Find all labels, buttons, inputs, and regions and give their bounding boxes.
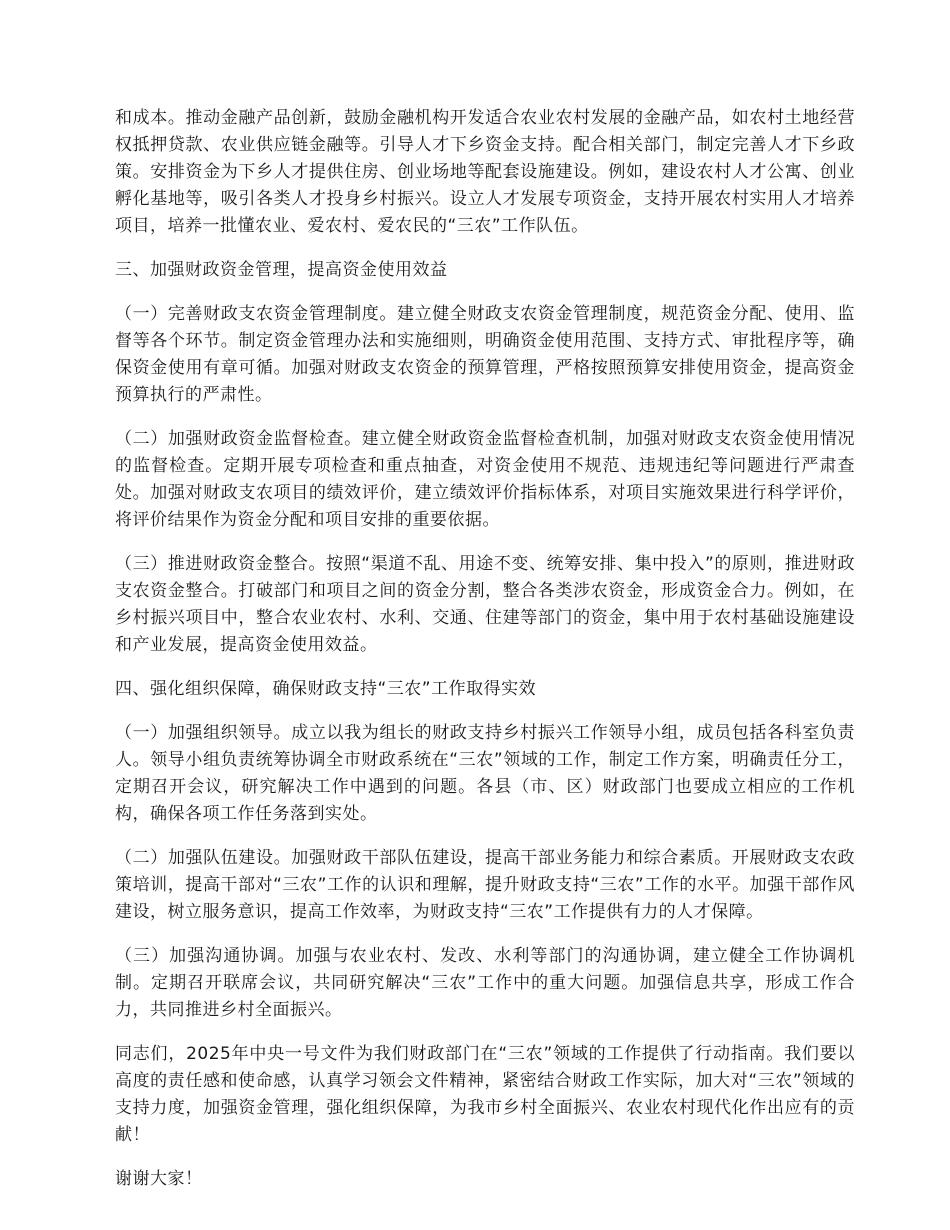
paragraph-4-1: （一）加强组织领导。成立以我为组长的财政支持乡村振兴工作领导小组，成员包括各科室负责人。领导小组负责统筹协调全市财政系统在“三农”领域的工作，制定工作方案，明确责任分工，定期召开会议，研究解决工作中遇到的问题。各县（市、区）财政部门也要成立相应的工作机构，确保各项工作任务落到实处。 <box>115 723 855 824</box>
paragraph-closing: 同志们，2025年中央一号文件为我们财政部门在“三农”领域的工作提供了行动指南。我们要以高度的责任感和使命感，认真学习领会文件精神，紧密结合财政工作实际，加大对“三农”领域的支持力度，加强资金管理，强化组织保障，为我市乡村全面振兴、农业农村现代化作出应有的贡献！ <box>115 1044 855 1145</box>
paragraph-4-2: （二）加强队伍建设。加强财政干部队伍建设，提高干部业务能力和综合素质。开展财政支农政策培训，提高干部对“三农”工作的认识和理解，提升财政支持“三农”工作的水平。加强干部作风建设，树立服务意识，提高工作效率，为财政支持“三农”工作提供有力的人才保障。 <box>115 848 855 922</box>
paragraph-3-1: （一）完善财政支农资金管理制度。建立健全财政支农资金管理制度，规范资金分配、使用、监督等各个环节。制定资金管理办法和实施细则，明确资金使用范围、支持方式、审批程序等，确保资金使用有章可循。加强对财政支农资金的预算管理，严格按照预算安排使用资金，提高资金预算执行的严肃性。 <box>115 304 855 405</box>
section-heading-4: 四、强化组织保障，确保财政支持“三农”工作取得实效 <box>115 679 537 699</box>
paragraph-thanks: 谢谢大家！ <box>115 1169 203 1189</box>
paragraph-4-3: （三）加强沟通协调。加强与农业农村、发改、水利等部门的沟通协调，建立健全工作协调机制。定期召开联席会议，共同研究解决“三农”工作中的重大问题。加强信息共享，形成工作合力，共同推进乡村全面振兴。 <box>115 946 855 1020</box>
paragraph-3-3: （三）推进财政资金整合。按照“渠道不乱、用途不变、统筹安排、集中投入”的原则，推进财政支农资金整合。打破部门和项目之间的资金分割，整合各类涉农资金，形成资金合力。例如，在乡村振兴项目中，整合农业农村、水利、交通、住建等部门的资金，集中用于农村基础设施建设和产业发展，提高资金使用效益。 <box>115 554 855 655</box>
section-heading-3: 三、加强财政资金管理，提高资金使用效益 <box>115 260 448 280</box>
paragraph-3-2: （二）加强财政资金监督检查。建立健全财政资金监督检查机制，加强对财政支农资金使用情况的监督检查。定期开展专项检查和重点抽查，对资金使用不规范、违规违纪等问题进行严肃查处。加强对财政支农项目的绩效评价，建立绩效评价指标体系，对项目实施效果进行科学评价，将评价结果作为资金分配和项目安排的重要依据。 <box>115 429 855 530</box>
paragraph-continuation: 和成本。推动金融产品创新，鼓励金融机构开发适合农业农村发展的金融产品，如农村土地经营权抵押贷款、农业供应链金融等。引导人才下乡资金支持。配合相关部门，制定完善人才下乡政策。安排资金为下乡人才提供住房、创业场地等配套设施建设。例如，建设农村人才公寓、创业孵化基地等，吸引各类人才投身乡村振兴。设立人才发展专项资金，支持开展农村实用人才培养项目，培养一批懂农业、爱农村、爱农民的“三农”工作队伍。 <box>115 108 855 236</box>
